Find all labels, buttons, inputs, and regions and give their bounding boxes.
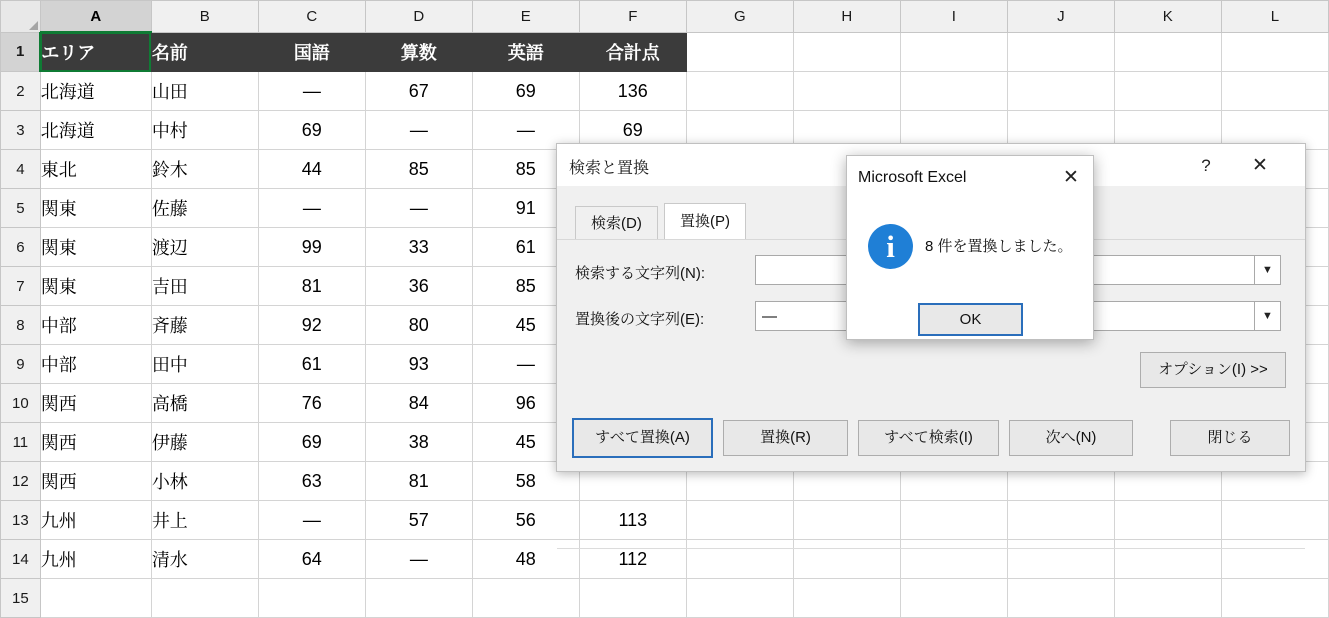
- cell-c5[interactable]: —: [258, 189, 365, 228]
- cell-b7[interactable]: 吉田: [151, 267, 258, 306]
- column-header-b[interactable]: B: [151, 1, 258, 33]
- row-header-7[interactable]: 7: [1, 267, 41, 306]
- cell-h13[interactable]: [793, 501, 900, 540]
- cell-d4[interactable]: 85: [365, 150, 472, 189]
- cell-e9[interactable]: —: [472, 345, 579, 384]
- cell-c12[interactable]: 63: [258, 462, 365, 501]
- cell-c1[interactable]: 国語: [258, 32, 365, 72]
- row-header-8[interactable]: 8: [1, 306, 41, 345]
- cell-b8[interactable]: 斉藤: [151, 306, 258, 345]
- cell-k13[interactable]: [1114, 501, 1221, 540]
- cell-e12[interactable]: 58: [472, 462, 579, 501]
- cell-d11[interactable]: 38: [365, 423, 472, 462]
- cell-e13[interactable]: 56: [472, 501, 579, 540]
- cell-e8[interactable]: 45: [472, 306, 579, 345]
- cell-b13[interactable]: 井上: [151, 501, 258, 540]
- find-next-button[interactable]: 次へ(N): [1009, 420, 1133, 456]
- messagebox-close-icon[interactable]: ✕: [1063, 167, 1079, 188]
- cell-g13[interactable]: [686, 501, 793, 540]
- cell-j2[interactable]: [1007, 72, 1114, 111]
- cell-k1[interactable]: [1114, 32, 1221, 72]
- cell-b12[interactable]: 小林: [151, 462, 258, 501]
- cell-e10[interactable]: 96: [472, 384, 579, 423]
- cell-h14[interactable]: [793, 540, 900, 579]
- cell-k2[interactable]: [1114, 72, 1221, 111]
- row-header-6[interactable]: 6: [1, 228, 41, 267]
- cell-c8[interactable]: 92: [258, 306, 365, 345]
- cell-a3[interactable]: 北海道: [40, 111, 151, 150]
- cell-d7[interactable]: 36: [365, 267, 472, 306]
- cell-d9[interactable]: 93: [365, 345, 472, 384]
- cell-f3[interactable]: 69: [579, 111, 686, 150]
- column-header-e[interactable]: E: [472, 1, 579, 33]
- cell-e11[interactable]: 45: [472, 423, 579, 462]
- column-header-i[interactable]: I: [900, 1, 1007, 33]
- cell-a6[interactable]: 関東: [40, 228, 151, 267]
- cell-f2[interactable]: 136: [579, 72, 686, 111]
- table-row: [1, 501, 1329, 540]
- replace-input[interactable]: —: [755, 301, 1255, 331]
- dialog-title: 検索と置換: [569, 160, 650, 177]
- cell-i1[interactable]: [900, 32, 1007, 72]
- cell-a15[interactable]: [40, 579, 151, 618]
- information-icon: i: [868, 224, 913, 269]
- cell-g1[interactable]: [686, 32, 793, 72]
- cell-k14[interactable]: [1114, 540, 1221, 579]
- cell-e4[interactable]: 85: [472, 150, 579, 189]
- cell-d8[interactable]: 80: [365, 306, 472, 345]
- cell-b6[interactable]: 渡辺: [151, 228, 258, 267]
- column-header-h[interactable]: H: [793, 1, 900, 33]
- table-row: [1, 32, 1329, 72]
- cell-b5[interactable]: 佐藤: [151, 189, 258, 228]
- cell-d2[interactable]: 67: [365, 72, 472, 111]
- divider: [557, 548, 1305, 549]
- column-header-row: [1, 1, 1329, 33]
- replace-button[interactable]: 置換(R): [723, 420, 848, 456]
- close-button[interactable]: 閉じる: [1170, 420, 1290, 456]
- options-button[interactable]: オプション(I) >>: [1140, 352, 1286, 388]
- cell-j1[interactable]: [1007, 32, 1114, 72]
- cell-j14[interactable]: [1007, 540, 1114, 579]
- row-header-4[interactable]: 4: [1, 150, 41, 189]
- row-header-2[interactable]: 2: [1, 72, 41, 111]
- cell-g15[interactable]: [686, 579, 793, 618]
- cell-d13[interactable]: 57: [365, 501, 472, 540]
- select-all-corner[interactable]: [1, 1, 41, 33]
- row-header-15[interactable]: 15: [1, 579, 41, 618]
- cell-c14[interactable]: 64: [258, 540, 365, 579]
- cell-b14[interactable]: 清水: [151, 540, 258, 579]
- cell-c7[interactable]: 81: [258, 267, 365, 306]
- messagebox-body: [847, 200, 1093, 339]
- cell-a10[interactable]: 関西: [40, 384, 151, 423]
- cell-c4[interactable]: 44: [258, 150, 365, 189]
- cell-a2[interactable]: 北海道: [40, 72, 151, 111]
- cell-i13[interactable]: [900, 501, 1007, 540]
- row-header-1[interactable]: 1: [1, 32, 41, 72]
- cell-d3[interactable]: —: [365, 111, 472, 150]
- ok-button[interactable]: OK: [918, 303, 1023, 336]
- cell-h2[interactable]: [793, 72, 900, 111]
- cell-k15[interactable]: [1114, 579, 1221, 618]
- table-row: [1, 579, 1329, 618]
- cell-e2[interactable]: 69: [472, 72, 579, 111]
- cell-d10[interactable]: 84: [365, 384, 472, 423]
- cell-b4[interactable]: 鈴木: [151, 150, 258, 189]
- replace-all-button[interactable]: すべて置換(A): [572, 418, 713, 458]
- row-header-3[interactable]: 3: [1, 111, 41, 150]
- row-header-9[interactable]: 9: [1, 345, 41, 384]
- cell-a9[interactable]: 中部: [40, 345, 151, 384]
- dialog-tabs: [575, 203, 748, 237]
- find-all-button[interactable]: すべて検索(I): [858, 420, 999, 456]
- replace-chevron-down-icon[interactable]: ▼: [1255, 301, 1281, 331]
- cell-d1[interactable]: 算数: [365, 32, 472, 72]
- cell-f1[interactable]: 合計点: [579, 32, 686, 72]
- help-icon[interactable]: ?: [1201, 156, 1211, 175]
- cell-e14[interactable]: 48: [472, 540, 579, 579]
- column-header-c[interactable]: C: [258, 1, 365, 33]
- cell-a4[interactable]: 東北: [40, 150, 151, 189]
- cell-a8[interactable]: 中部: [40, 306, 151, 345]
- cell-f13[interactable]: 113: [579, 501, 686, 540]
- cell-b15[interactable]: [151, 579, 258, 618]
- cell-l15[interactable]: [1221, 579, 1328, 618]
- messagebox-title: Microsoft Excel: [858, 169, 967, 186]
- cell-f14[interactable]: 112: [579, 540, 686, 579]
- cell-e7[interactable]: 85: [472, 267, 579, 306]
- row-header-13[interactable]: 13: [1, 501, 41, 540]
- tab-replace[interactable]: 置換(P): [664, 203, 746, 240]
- cell-a14[interactable]: 九州: [40, 540, 151, 579]
- cell-f15[interactable]: [579, 579, 686, 618]
- cell-i2[interactable]: [900, 72, 1007, 111]
- column-header-f[interactable]: F: [579, 1, 686, 33]
- row-header-12[interactable]: 12: [1, 462, 41, 501]
- cell-e1[interactable]: 英語: [472, 32, 579, 72]
- cell-e5[interactable]: 91: [472, 189, 579, 228]
- cell-h1[interactable]: [793, 32, 900, 72]
- cell-c15[interactable]: [258, 579, 365, 618]
- cell-d12[interactable]: 81: [365, 462, 472, 501]
- cell-b1[interactable]: 名前: [151, 32, 258, 72]
- cell-c10[interactable]: 76: [258, 384, 365, 423]
- cell-d6[interactable]: 33: [365, 228, 472, 267]
- cell-b9[interactable]: 田中: [151, 345, 258, 384]
- cell-a13[interactable]: 九州: [40, 501, 151, 540]
- cell-b3[interactable]: 中村: [151, 111, 258, 150]
- row-header-5[interactable]: 5: [1, 189, 41, 228]
- message-box: [846, 155, 1094, 340]
- cell-j15[interactable]: [1007, 579, 1114, 618]
- column-header-d[interactable]: D: [365, 1, 472, 33]
- cell-a5[interactable]: 関東: [40, 189, 151, 228]
- cell-d15[interactable]: [365, 579, 472, 618]
- close-icon[interactable]: ✕: [1252, 155, 1268, 176]
- column-header-k[interactable]: K: [1114, 1, 1221, 33]
- table-row: [1, 72, 1329, 111]
- cell-c2[interactable]: —: [258, 72, 365, 111]
- cell-a7[interactable]: 関東: [40, 267, 151, 306]
- cell-d5[interactable]: —: [365, 189, 472, 228]
- column-header-a[interactable]: A: [40, 1, 151, 33]
- cell-l2[interactable]: [1221, 72, 1328, 111]
- cell-g2[interactable]: [686, 72, 793, 111]
- cell-c3[interactable]: 69: [258, 111, 365, 150]
- cell-d14[interactable]: —: [365, 540, 472, 579]
- cell-h15[interactable]: [793, 579, 900, 618]
- row-header-11[interactable]: 11: [1, 423, 41, 462]
- cell-i14[interactable]: [900, 540, 1007, 579]
- cell-l14[interactable]: [1221, 540, 1328, 579]
- cell-c11[interactable]: 69: [258, 423, 365, 462]
- cell-a1[interactable]: エリア: [40, 32, 151, 72]
- cell-e15[interactable]: [472, 579, 579, 618]
- cell-j13[interactable]: [1007, 501, 1114, 540]
- find-label: 検索する文字列(N):: [575, 265, 705, 282]
- cell-b11[interactable]: 伊藤: [151, 423, 258, 462]
- cell-e6[interactable]: 61: [472, 228, 579, 267]
- cell-a12[interactable]: 関西: [40, 462, 151, 501]
- cell-c9[interactable]: 61: [258, 345, 365, 384]
- cell-l1[interactable]: [1221, 32, 1328, 72]
- find-chevron-down-icon[interactable]: ▼: [1255, 255, 1281, 285]
- row-header-14[interactable]: 14: [1, 540, 41, 579]
- cell-i15[interactable]: [900, 579, 1007, 618]
- replace-label: 置換後の文字列(E):: [575, 311, 705, 328]
- cell-c6[interactable]: 99: [258, 228, 365, 267]
- messagebox-title-bar[interactable]: [847, 156, 1093, 200]
- cell-e3[interactable]: —: [472, 111, 579, 150]
- column-header-g[interactable]: G: [686, 1, 793, 33]
- column-header-j[interactable]: J: [1007, 1, 1114, 33]
- messagebox-message: 8 件を置換しました。: [925, 238, 1073, 255]
- cell-b2[interactable]: 山田: [151, 72, 258, 111]
- row-header-10[interactable]: 10: [1, 384, 41, 423]
- column-header-l[interactable]: L: [1221, 1, 1328, 33]
- tab-find[interactable]: 検索(D): [575, 206, 658, 240]
- cell-a11[interactable]: 関西: [40, 423, 151, 462]
- cell-l13[interactable]: [1221, 501, 1328, 540]
- cell-b10[interactable]: 高橋: [151, 384, 258, 423]
- cell-c13[interactable]: —: [258, 501, 365, 540]
- cell-g14[interactable]: [686, 540, 793, 579]
- table-row: [1, 540, 1329, 579]
